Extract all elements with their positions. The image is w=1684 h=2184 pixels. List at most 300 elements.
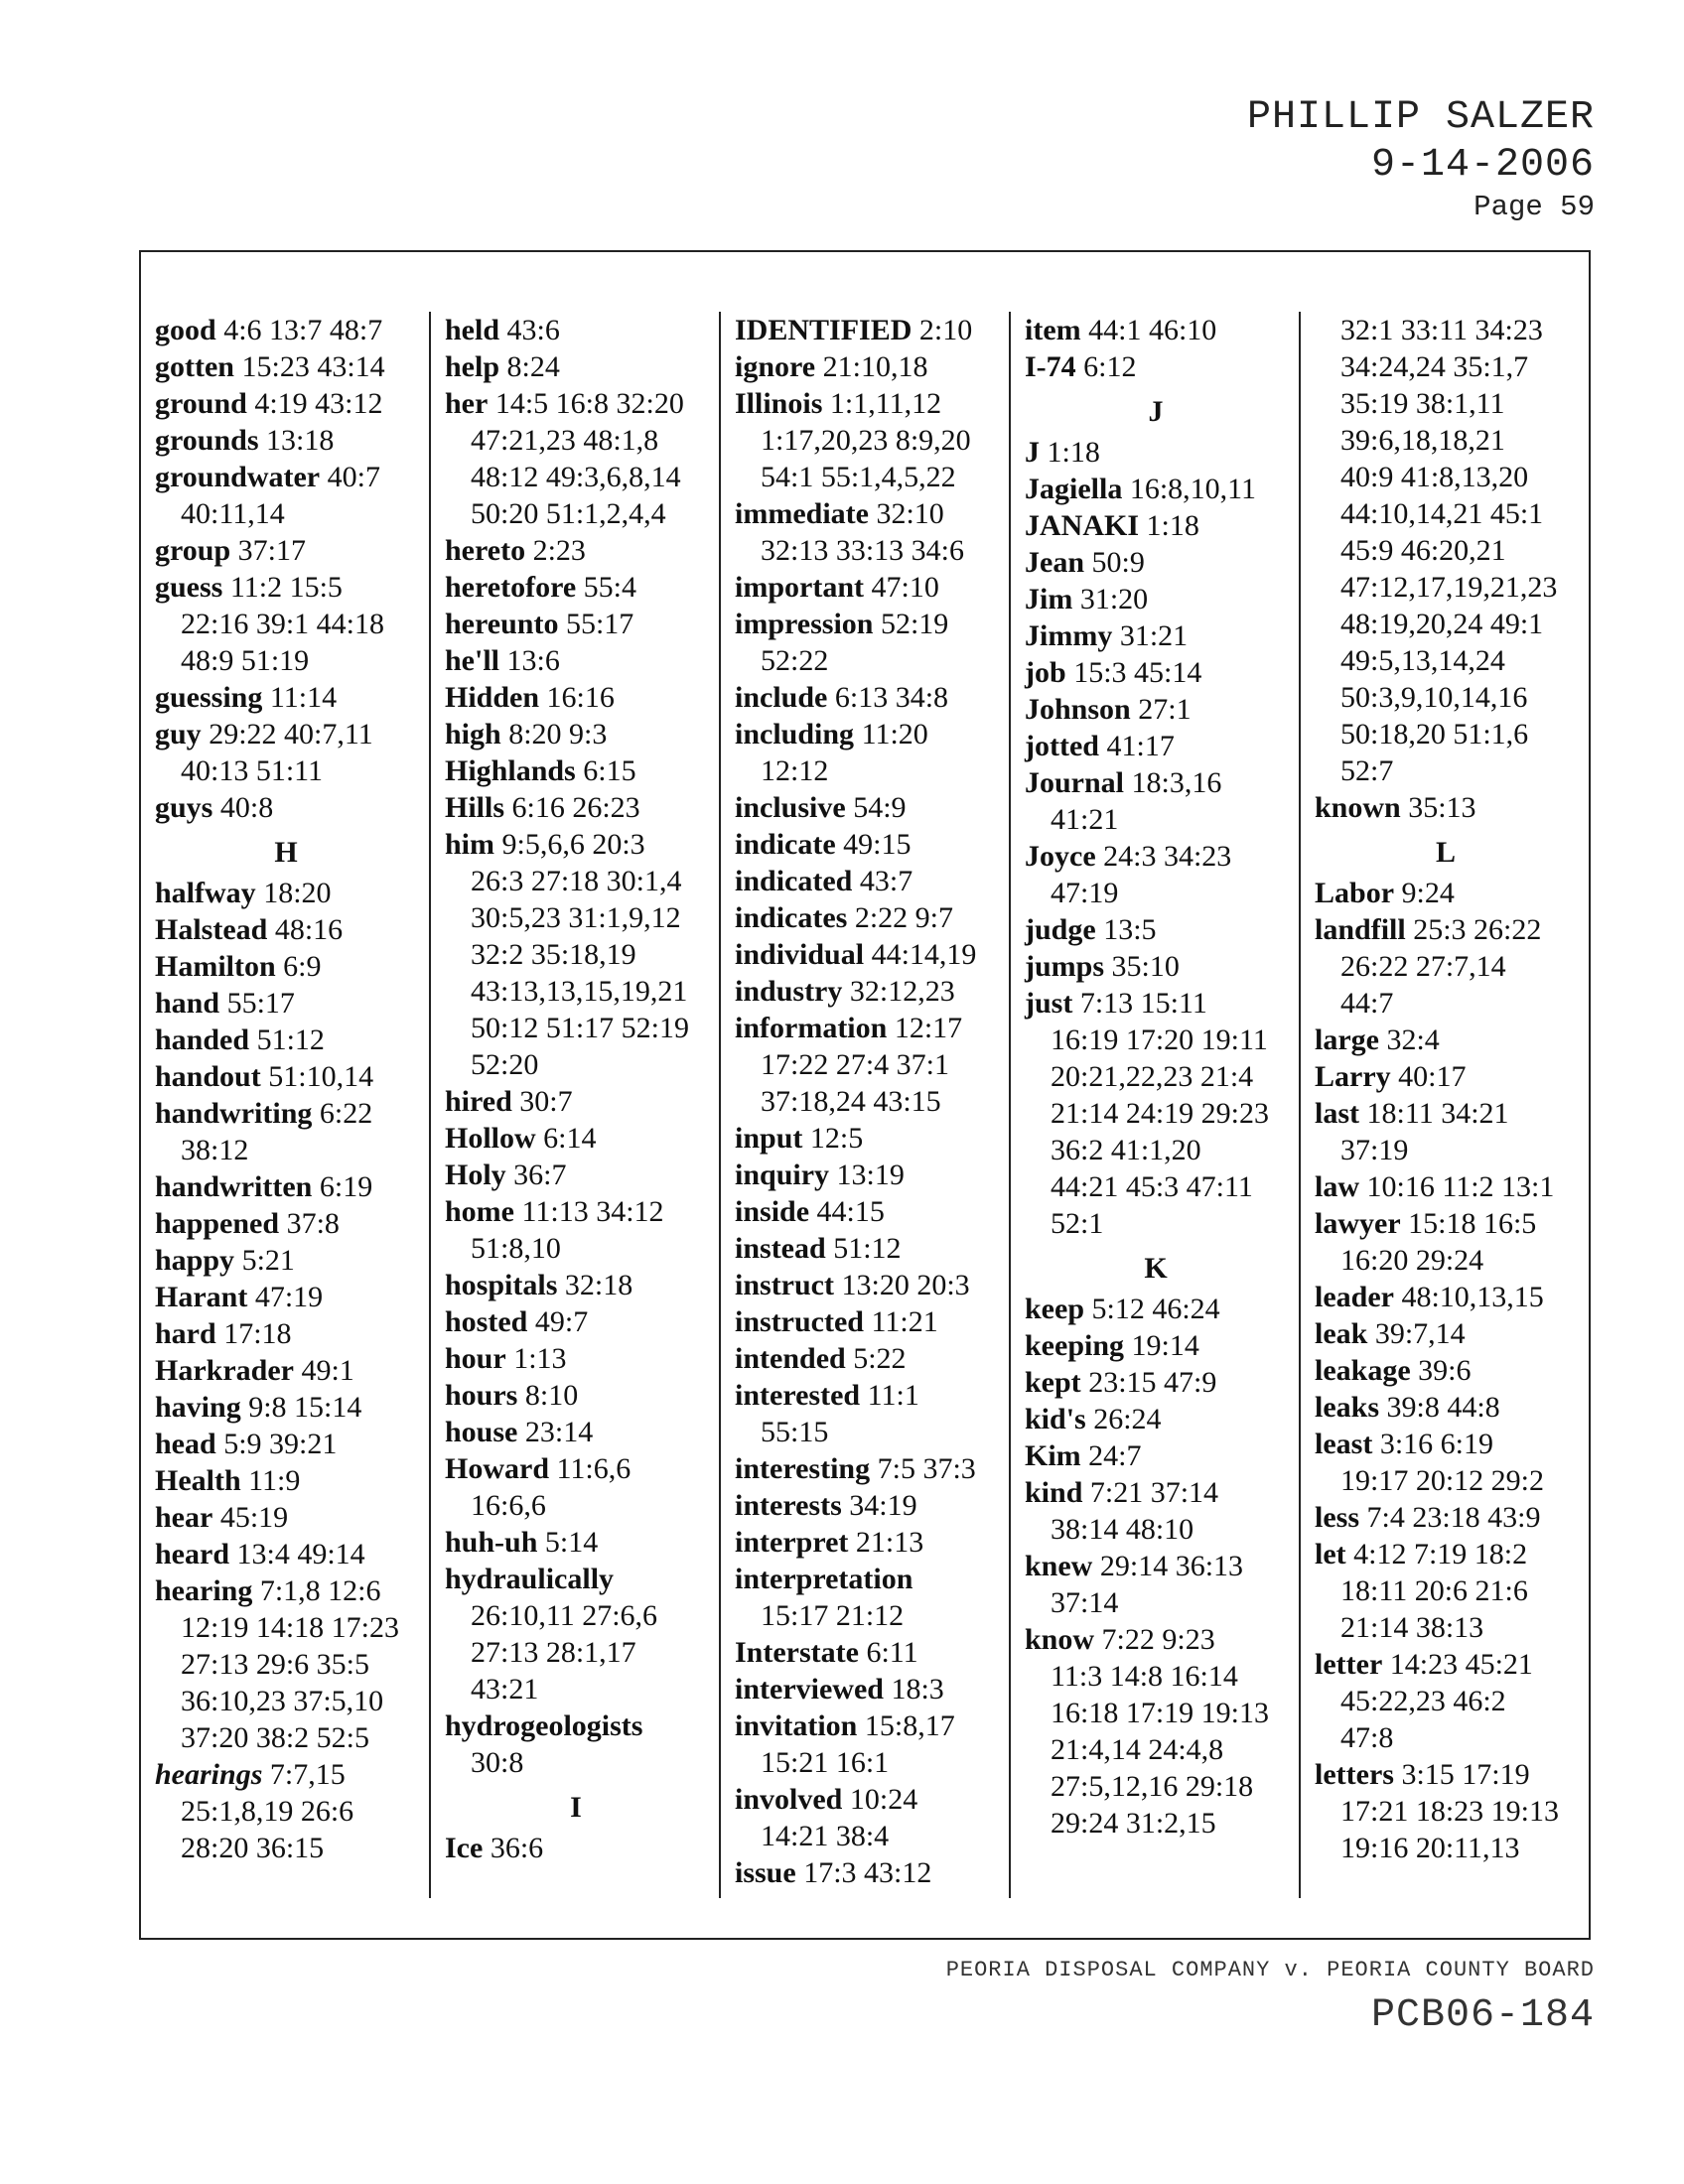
index-entry xyxy=(1315,1022,1577,1058)
index-entry-continuation: 47:21,23 48:1,8 xyxy=(471,424,659,457)
index-entry xyxy=(735,973,997,1010)
index-word: landfill xyxy=(1315,913,1406,946)
index-word: grounds xyxy=(155,424,259,457)
index-word: Hidden xyxy=(445,681,540,714)
index-word: guessing xyxy=(155,681,263,714)
index-references: 7:22 9:23 xyxy=(1101,1623,1215,1656)
index-references: 47:19 xyxy=(254,1281,324,1313)
index-references: 48:10,13,15 xyxy=(1401,1281,1544,1313)
index-references: 24:7 xyxy=(1088,1439,1142,1472)
index-references: 17:18 xyxy=(223,1317,292,1350)
index-word: Journal xyxy=(1025,766,1125,799)
index-references: 55:4 xyxy=(583,571,637,604)
index-entry-continuation: 40:9 41:8,13,20 xyxy=(1340,461,1529,493)
index-references: 43:6 xyxy=(506,314,560,346)
index-word: interesting xyxy=(735,1452,871,1485)
index-references: 15:3 45:14 xyxy=(1073,656,1202,689)
index-references: 8:20 9:3 xyxy=(508,718,608,751)
index-entry xyxy=(445,1524,707,1561)
index-entry xyxy=(735,495,997,532)
index-entry xyxy=(735,789,997,826)
index-references: 3:16 6:19 xyxy=(1379,1428,1493,1460)
index-columns xyxy=(141,312,1589,1898)
index-references: 9:8 15:14 xyxy=(248,1391,362,1424)
index-entry xyxy=(155,532,417,569)
index-word: hosted xyxy=(445,1305,528,1338)
index-entry xyxy=(445,752,707,789)
index-references: 18:3 xyxy=(891,1673,944,1706)
index-entry xyxy=(445,1340,707,1377)
index-word: Jimmy xyxy=(1025,619,1113,652)
index-entry-continuation: 19:16 20:11,13 xyxy=(1340,1832,1520,1864)
index-entry xyxy=(735,1561,997,1597)
index-references: 51:12 xyxy=(256,1024,325,1056)
index-entry xyxy=(1025,911,1287,948)
index-entry-continuation: 27:5,12,16 29:18 xyxy=(1051,1770,1254,1803)
index-entry-continuation: 40:11,14 xyxy=(181,497,285,530)
index-word: inquiry xyxy=(735,1159,830,1191)
index-entry xyxy=(735,1707,997,1744)
index-entry xyxy=(445,348,707,385)
index-word: Joyce xyxy=(1025,840,1096,873)
index-word: intended xyxy=(735,1342,846,1375)
index-references: 11:14 xyxy=(269,681,338,714)
index-references: 48:16 xyxy=(274,913,344,946)
index-references: 14:5 16:8 32:20 xyxy=(494,387,684,420)
index-word: head xyxy=(155,1428,216,1460)
index-word: Larry xyxy=(1315,1060,1391,1093)
index-word: instruct xyxy=(735,1269,834,1301)
index-entry xyxy=(445,642,707,679)
index-entry xyxy=(445,1193,707,1230)
index-word: hear xyxy=(155,1501,213,1534)
index-word: hospitals xyxy=(445,1269,558,1301)
index-entry xyxy=(735,1450,997,1487)
index-entry-continuation: 54:1 55:1,4,5,22 xyxy=(761,461,956,493)
index-entry xyxy=(735,1120,997,1157)
section-letter: H xyxy=(274,836,298,869)
index-word: group xyxy=(155,534,231,567)
index-entry-continuation: 50:18,20 51:1,6 xyxy=(1340,718,1529,751)
index-entry xyxy=(445,385,707,422)
index-word: kind xyxy=(1025,1476,1083,1509)
index-entry xyxy=(445,312,707,348)
index-entry-continuation: 44:7 xyxy=(1340,987,1394,1020)
index-entry xyxy=(155,422,417,459)
index-entry-continuation: 19:17 20:12 29:2 xyxy=(1340,1464,1545,1497)
index-entry-continuation: 36:10,23 37:5,10 xyxy=(181,1685,384,1717)
index-references: 2:10 xyxy=(918,314,973,346)
index-entry xyxy=(1315,911,1577,948)
index-references: 51:10,14 xyxy=(268,1060,374,1093)
index-word: hour xyxy=(445,1342,506,1375)
index-entry-continuation: 47:8 xyxy=(1340,1721,1394,1754)
index-entry-continuation: 47:12,17,19,21,23 xyxy=(1340,571,1558,604)
index-entry xyxy=(445,1083,707,1120)
index-entry-continuation: 51:8,10 xyxy=(471,1232,561,1265)
index-word: invitation xyxy=(735,1709,858,1742)
index-entry-continuation: 17:22 27:4 37:1 xyxy=(761,1048,950,1081)
index-references: 13:20 20:3 xyxy=(841,1269,970,1301)
index-entry xyxy=(155,1315,417,1352)
index-references: 39:8 44:8 xyxy=(1386,1391,1500,1424)
index-references: 49:15 xyxy=(843,828,912,861)
index-references: 12:5 xyxy=(809,1122,864,1155)
index-word: gotten xyxy=(155,350,234,383)
index-entry xyxy=(1315,1095,1577,1132)
index-entry xyxy=(1315,1315,1577,1352)
index-word: Health xyxy=(155,1464,241,1497)
index-references: 32:10 xyxy=(876,497,944,530)
index-entry xyxy=(735,569,997,606)
index-references: 23:15 47:9 xyxy=(1088,1366,1217,1399)
index-references: 18:20 xyxy=(263,877,332,909)
index-entry xyxy=(445,1377,707,1414)
index-word: hereto xyxy=(445,534,526,567)
index-entry-continuation: 11:3 14:8 16:14 xyxy=(1051,1660,1238,1693)
index-references: 11:1 xyxy=(867,1379,919,1412)
index-entry xyxy=(735,1671,997,1707)
index-references: 55:17 xyxy=(226,987,295,1020)
index-entry-continuation: 30:5,23 31:1,9,12 xyxy=(471,901,681,934)
index-entry xyxy=(735,606,997,642)
index-references: 55:17 xyxy=(565,608,634,640)
index-references: 5:14 xyxy=(544,1526,599,1559)
index-word: known xyxy=(1315,791,1401,824)
index-references: 5:22 xyxy=(853,1342,907,1375)
index-word: home xyxy=(445,1195,514,1228)
index-word: heard xyxy=(155,1538,229,1570)
index-references: 12:17 xyxy=(894,1012,963,1044)
index-entry-continuation: 37:20 38:2 52:5 xyxy=(181,1721,370,1754)
index-entry xyxy=(1025,581,1287,617)
index-references: 4:6 13:7 48:7 xyxy=(223,314,383,346)
index-word: item xyxy=(1025,314,1081,346)
index-word: involved xyxy=(735,1783,843,1816)
index-entry-continuation: 45:9 46:20,21 xyxy=(1340,534,1506,567)
index-entry xyxy=(1025,1621,1287,1658)
index-word: Jim xyxy=(1025,583,1073,615)
index-entry-continuation: 15:21 16:1 xyxy=(761,1746,890,1779)
index-references: 8:10 xyxy=(524,1379,579,1412)
index-entry xyxy=(445,716,707,752)
index-word: keeping xyxy=(1025,1329,1125,1362)
index-references: 18:11 34:21 xyxy=(1366,1097,1509,1130)
index-entry xyxy=(1025,507,1287,544)
index-word: Kim xyxy=(1025,1439,1081,1472)
index-references: 32:18 xyxy=(564,1269,633,1301)
index-entry xyxy=(735,1230,997,1267)
index-entry-continuation: 16:20 29:24 xyxy=(1340,1244,1484,1277)
index-entry-continuation: 52:20 xyxy=(471,1048,539,1081)
index-entry-continuation: 26:22 27:7,14 xyxy=(1340,950,1506,983)
index-entry xyxy=(1025,1327,1287,1364)
index-entry-continuation: 28:20 36:15 xyxy=(181,1832,325,1864)
index-column xyxy=(1011,312,1301,1898)
index-entry xyxy=(445,789,707,826)
index-entry-continuation: 22:16 39:1 44:18 xyxy=(181,608,385,640)
index-entry xyxy=(445,679,707,716)
index-entry xyxy=(155,312,417,348)
index-word: impression xyxy=(735,608,874,640)
index-entry-continuation: 48:9 51:19 xyxy=(181,644,310,677)
index-entry xyxy=(735,716,997,752)
index-entry-continuation: 27:13 28:1,17 xyxy=(471,1636,636,1669)
index-references: 49:7 xyxy=(534,1305,589,1338)
index-entry xyxy=(1025,948,1287,985)
index-references: 7:13 15:11 xyxy=(1079,987,1207,1020)
index-entry xyxy=(735,1854,997,1891)
index-entry-continuation: 41:21 xyxy=(1051,803,1119,836)
index-entry xyxy=(445,606,707,642)
index-entry xyxy=(1315,1168,1577,1205)
index-entry-continuation: 16:19 17:20 19:11 xyxy=(1051,1024,1268,1056)
index-entry xyxy=(1315,1389,1577,1426)
index-entry xyxy=(155,569,417,606)
index-entry-continuation: 50:20 51:1,2,4,4 xyxy=(471,497,666,530)
index-word: having xyxy=(155,1391,241,1424)
index-entry xyxy=(445,1157,707,1193)
index-word: Hills xyxy=(445,791,505,824)
index-word: house xyxy=(445,1416,518,1448)
index-references: 7:21 37:14 xyxy=(1089,1476,1219,1509)
index-entry xyxy=(735,1781,997,1818)
index-word: interests xyxy=(735,1489,842,1522)
index-entry-continuation: 36:2 41:1,20 xyxy=(1051,1134,1201,1166)
index-entry xyxy=(735,1524,997,1561)
index-word: he'll xyxy=(445,644,500,677)
index-entry xyxy=(155,385,417,422)
index-entry xyxy=(155,1536,417,1572)
index-references: 32:12,23 xyxy=(849,975,955,1008)
index-entry-continuation: 20:21,22,23 21:4 xyxy=(1051,1060,1254,1093)
index-entry xyxy=(1025,654,1287,691)
index-entry xyxy=(155,1022,417,1058)
index-word: halfway xyxy=(155,877,256,909)
index-entry xyxy=(445,1267,707,1303)
index-entry xyxy=(445,532,707,569)
index-entry xyxy=(1315,875,1577,911)
index-word: groundwater xyxy=(155,461,321,493)
index-references: 27:1 xyxy=(1138,693,1192,726)
index-entry xyxy=(735,863,997,899)
index-references: 4:12 7:19 18:2 xyxy=(1353,1538,1528,1570)
index-references: 36:7 xyxy=(513,1159,567,1191)
index-references: 18:3,16 xyxy=(1131,766,1222,799)
index-references: 10:16 11:2 13:1 xyxy=(1366,1170,1555,1203)
index-references: 16:16 xyxy=(546,681,615,714)
footer-case-title: PEORIA DISPOSAL COMPANY v. PEORIA COUNTY BOARD xyxy=(945,1958,1595,1982)
index-word: Highlands xyxy=(445,754,576,787)
index-entry xyxy=(1315,1205,1577,1242)
index-word: leak xyxy=(1315,1317,1368,1350)
index-entry-continuation: 30:8 xyxy=(471,1746,524,1779)
index-references: 26:24 xyxy=(1093,1403,1162,1435)
index-references: 6:13 34:8 xyxy=(834,681,949,714)
index-entry-continuation: 55:15 xyxy=(761,1416,829,1448)
index-word: least xyxy=(1315,1428,1373,1460)
index-entry xyxy=(1025,1364,1287,1401)
index-word: indicates xyxy=(735,901,848,934)
index-entry-continuation: 37:19 xyxy=(1340,1134,1409,1166)
index-word: held xyxy=(445,314,500,346)
index-entry-continuation: 45:22,23 46:2 xyxy=(1340,1685,1506,1717)
index-entry-continuation: 52:7 xyxy=(1340,754,1394,787)
index-entry-continuation: 48:12 49:3,6,8,14 xyxy=(471,461,681,493)
index-entry xyxy=(155,1499,417,1536)
index-word: instructed xyxy=(735,1305,864,1338)
index-word: hydrogeologists xyxy=(445,1709,643,1742)
index-entry xyxy=(1315,1426,1577,1462)
index-references: 31:21 xyxy=(1119,619,1189,652)
index-entry xyxy=(155,1756,417,1793)
index-references: 21:13 xyxy=(855,1526,924,1559)
index-word: keep xyxy=(1025,1293,1084,1325)
index-entry-continuation: 52:1 xyxy=(1051,1207,1104,1240)
index-word: Harkrader xyxy=(155,1354,294,1387)
index-references: 23:14 xyxy=(524,1416,594,1448)
index-entry xyxy=(155,679,417,716)
index-word: good xyxy=(155,314,216,346)
index-entry xyxy=(155,348,417,385)
index-entry xyxy=(735,1377,997,1414)
index-references: 17:3 43:12 xyxy=(803,1856,932,1889)
index-word: huh-uh xyxy=(445,1526,538,1559)
index-entry xyxy=(735,348,997,385)
index-word: less xyxy=(1315,1501,1359,1534)
index-column xyxy=(1301,312,1589,1898)
index-references: 2:22 9:7 xyxy=(854,901,954,934)
index-word: interested xyxy=(735,1379,861,1412)
index-entry-continuation: 50:3,9,10,14,16 xyxy=(1340,681,1528,714)
index-references: 49:1 xyxy=(301,1354,354,1387)
index-word: heretofore xyxy=(445,571,577,604)
index-references: 47:10 xyxy=(871,571,939,604)
index-word: guess xyxy=(155,571,223,604)
index-word: hard xyxy=(155,1317,216,1350)
index-references: 40:7 xyxy=(327,461,380,493)
index-entry-continuation: 47:19 xyxy=(1051,877,1119,909)
index-references: 39:7,14 xyxy=(1374,1317,1466,1350)
index-references: 40:8 xyxy=(219,791,274,824)
index-word: interpret xyxy=(735,1526,849,1559)
index-entry xyxy=(445,1561,707,1597)
index-references: 24:3 34:23 xyxy=(1103,840,1232,873)
index-word: inclusive xyxy=(735,791,846,824)
index-references: 10:24 xyxy=(849,1783,918,1816)
index-word: know xyxy=(1025,1623,1095,1656)
index-references: 41:17 xyxy=(1106,730,1175,762)
index-entry-continuation: 32:2 35:18,19 xyxy=(471,938,636,971)
index-entry xyxy=(1315,1646,1577,1683)
index-word: issue xyxy=(735,1856,796,1889)
index-word: instead xyxy=(735,1232,826,1265)
index-entry-continuation: 32:1 33:11 34:23 xyxy=(1340,314,1543,346)
index-references: 11:20 xyxy=(861,718,928,751)
index-word: handout xyxy=(155,1060,261,1093)
index-word: handwriting xyxy=(155,1097,313,1130)
index-entry xyxy=(155,789,417,826)
index-entry-continuation: 49:5,13,14,24 xyxy=(1340,644,1505,677)
index-references: 11:13 34:12 xyxy=(521,1195,664,1228)
index-word: guy xyxy=(155,718,202,751)
index-entry xyxy=(155,875,417,911)
index-word: Hollow xyxy=(445,1122,536,1155)
index-references: 6:11 xyxy=(866,1636,918,1669)
index-entry xyxy=(445,1303,707,1340)
index-entry xyxy=(155,716,417,752)
index-references: 13:5 xyxy=(1103,913,1157,946)
index-entry xyxy=(735,1157,997,1193)
index-references: 39:6 xyxy=(1418,1354,1472,1387)
index-entry-continuation: 35:19 38:1,11 xyxy=(1340,387,1505,420)
index-word: Interstate xyxy=(735,1636,859,1669)
index-entry xyxy=(445,1830,707,1866)
index-references: 21:10,18 xyxy=(822,350,928,383)
index-word: inside xyxy=(735,1195,810,1228)
index-references: 29:22 40:7,11 xyxy=(209,718,373,751)
index-references: 6:12 xyxy=(1083,350,1137,383)
index-word: happened xyxy=(155,1207,280,1240)
index-references: 15:23 43:14 xyxy=(241,350,385,383)
index-entry xyxy=(155,911,417,948)
index-references: 51:12 xyxy=(833,1232,902,1265)
index-entry xyxy=(1315,1058,1577,1095)
index-entry xyxy=(445,1120,707,1157)
index-entry-continuation: 39:6,18,18,21 xyxy=(1340,424,1505,457)
index-word: indicated xyxy=(735,865,853,897)
index-word: let xyxy=(1315,1538,1346,1570)
index-word: last xyxy=(1315,1097,1359,1130)
index-word: letter xyxy=(1315,1648,1383,1681)
index-entry xyxy=(1315,1756,1577,1793)
index-entry-continuation: 26:10,11 27:6,6 xyxy=(471,1599,658,1632)
index-references: 7:4 23:18 43:9 xyxy=(1366,1501,1541,1534)
index-entry-continuation: 32:13 33:13 34:6 xyxy=(761,534,965,567)
index-entry xyxy=(1315,1352,1577,1389)
index-references: 11:6,6 xyxy=(556,1452,632,1485)
index-entry xyxy=(735,936,997,973)
index-word: Howard xyxy=(445,1452,549,1485)
index-entry-continuation: 21:14 38:13 xyxy=(1340,1611,1484,1644)
index-entry xyxy=(735,826,997,863)
index-entry xyxy=(155,1279,417,1315)
index-word: job xyxy=(1025,656,1066,689)
index-references: 35:13 xyxy=(1408,791,1476,824)
index-word: Johnson xyxy=(1025,693,1131,726)
index-references: 13:18 xyxy=(266,424,335,457)
index-references: 11:2 15:5 xyxy=(229,571,343,604)
index-references: 50:9 xyxy=(1091,546,1145,579)
index-entry xyxy=(1315,1499,1577,1536)
index-entry xyxy=(155,1426,417,1462)
index-references: 2:23 xyxy=(532,534,586,567)
index-entry xyxy=(155,459,417,495)
index-entry-continuation: 38:12 xyxy=(181,1134,249,1166)
section-letter: K xyxy=(1144,1252,1168,1285)
header-page-number: Page 59 xyxy=(1474,191,1595,223)
index-references: 37:17 xyxy=(237,534,306,567)
index-word: Jean xyxy=(1025,546,1084,579)
index-entry-continuation: 17:21 18:23 19:13 xyxy=(1340,1795,1560,1828)
index-references: 5:21 xyxy=(241,1244,295,1277)
index-word: Jagiella xyxy=(1025,473,1123,505)
index-entry-continuation: 21:4,14 24:4,8 xyxy=(1051,1733,1224,1766)
index-references: 1:1,11,12 xyxy=(829,387,942,420)
index-references: 9:5,6,6 20:3 xyxy=(501,828,645,861)
index-word: kid's xyxy=(1025,1403,1086,1435)
index-word: JANAKI xyxy=(1025,509,1140,542)
